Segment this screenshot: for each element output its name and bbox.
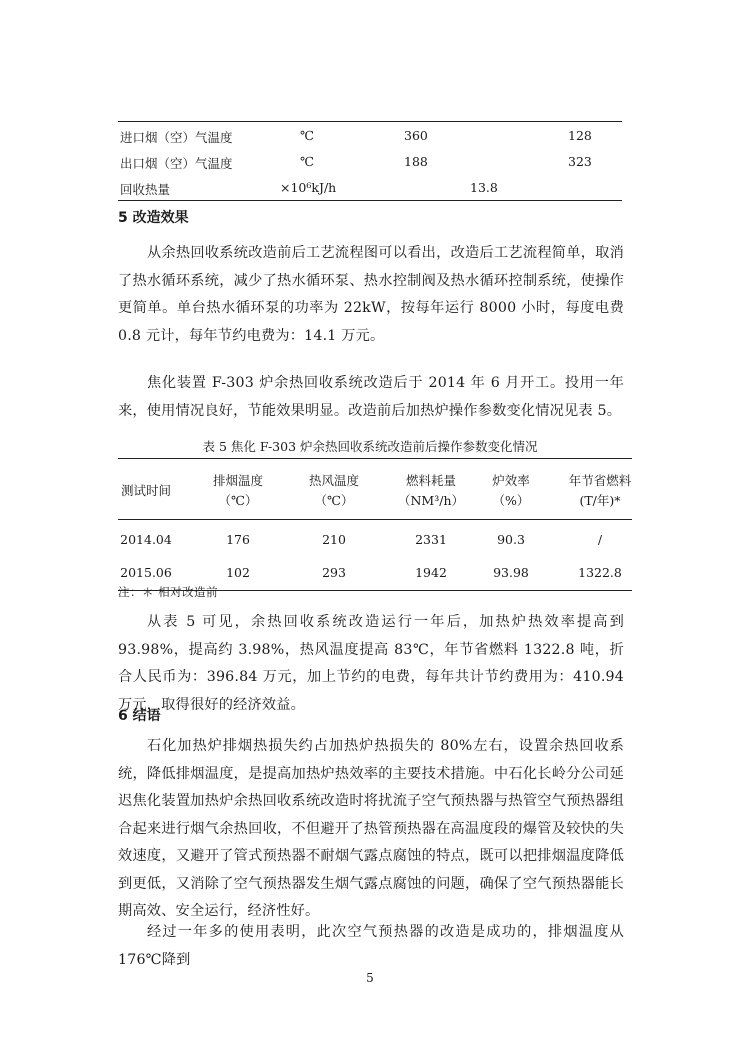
table-header-cell: [286, 471, 382, 511]
table-cell-unit: ℃: [300, 154, 314, 169]
table-cell: 293: [322, 565, 346, 580]
paragraph-text: 经过一年多的使用表明，此次空气预热器的改造是成功的，排烟温度从 176℃降到: [118, 924, 624, 968]
table-note: 注：＊ 相对改造前: [118, 585, 219, 599]
header-line: 热风温度: [308, 473, 359, 488]
body-paragraph: [118, 240, 624, 350]
table-cell-label: 回收热量: [120, 182, 171, 197]
table-row: [118, 174, 622, 200]
paragraph-text: 从表 5 可见，余热回收系统改造运行一年后，加热炉热效率提高到 93.98%，提高约 3.98%，热风温度提高 83℃，年节省燃料 1322.8 吨，折合人民币为：396.84 万元，加上节约的电费，每年共计节约费用为：410.94 万元，取得很好的经济效益。: [118, 614, 624, 713]
body-paragraph: [118, 609, 624, 719]
table-cell-value: 128: [568, 128, 592, 143]
table-cell-value: 360: [404, 128, 428, 143]
table-5: [118, 458, 632, 591]
body-paragraph: [118, 919, 624, 974]
table-cell: 93.98: [493, 565, 529, 580]
table-cell-label: 出口烟（空）气温度: [120, 156, 233, 171]
page-number: 5: [366, 971, 374, 985]
table-header-cell: [463, 471, 559, 511]
paragraph-text: 焦化装置 F-303 炉余热回收系统改造后于 2014 年 6 月开工。投用一年来，使用情况良好，节能效果明显。改造前后加热炉操作参数变化情况见表 5。: [118, 375, 624, 419]
table-header-row: [118, 459, 632, 520]
table-cell: 1942: [415, 565, 447, 580]
section-heading: 6 结语: [118, 708, 161, 724]
header-line: 年节省燃料: [568, 473, 632, 488]
table-header-cell: [552, 471, 648, 511]
table-cell-unit: ×10⁶kJ/h: [280, 180, 337, 195]
table-cell: 102: [226, 565, 250, 580]
table-cell-label: 进口烟（空）气温度: [120, 130, 233, 145]
paragraph-text: 从余热回收系统改造前后工艺流程图可以看出，改造后工艺流程简单，取消了热水循环系统，减少了热水循环泵、热水控制阀及热水循环控制系统，使操作更简单。单台热水循环泵的功率为 22kW，按每年运行 8000 小时，每度电费 0.8 元计，每年节约电费为：14.1 万元。: [118, 245, 624, 344]
table-cell-value: 323: [568, 154, 592, 169]
table-cell: 176: [226, 532, 250, 547]
table-cell: 2331: [415, 532, 447, 547]
table-cell: 2014.04: [120, 532, 172, 547]
table-cell: 210: [322, 532, 346, 547]
header-unit: （℃）: [218, 493, 258, 508]
header-unit: （NM³/h）: [397, 493, 464, 508]
table-cell-unit: ℃: [300, 128, 314, 143]
table-header-cell: 测试时间: [120, 483, 171, 498]
header-unit: （℃）: [314, 493, 354, 508]
section-heading: 5 改造效果: [118, 210, 189, 226]
body-paragraph: [118, 733, 624, 926]
table-row: [118, 148, 622, 174]
header-unit: （%）: [492, 493, 530, 508]
table-cell: /: [597, 532, 603, 547]
table-caption: 表 5 焦化 F-303 炉余热回收系统改造前后操作参数变化情况: [202, 439, 538, 454]
header-line: 燃料耗量: [405, 473, 456, 488]
header-unit: (T/年)*: [579, 493, 621, 508]
paragraph-text: 石化加热炉排烟热损失约占加热炉热损失的 80%左右，设置余热回收系统，降低排烟温度，是提高加热炉热效率的主要技术措施。中石化长岭分公司延迟焦化装置加热炉余热回收系统改造时将扰流子空气预热器与热管空气预热器组合起来进行烟气余热回收，不但避开了热管预热器在高温度段的爆管及较快的失效速度，又避开了管式预热器不耐烟气露点腐蚀的特点，既可以把排烟温度降低到更低，又消除了空气预热器发生烟气露点腐蚀的问题，确保了空气预热器能长期高效、安全运行，经济性好。: [118, 738, 624, 919]
table-fragment: [118, 121, 622, 201]
header-line: 炉效率: [492, 473, 530, 488]
table-cell: 1322.8: [578, 565, 622, 580]
body-paragraph: [118, 370, 624, 425]
table-row: [118, 524, 632, 557]
table-cell-value: 188: [404, 154, 428, 169]
table-row: [118, 122, 622, 148]
table-cell-value: 13.8: [470, 180, 498, 195]
table-header-cell: [190, 471, 286, 511]
table-cell: 90.3: [497, 532, 525, 547]
table-cell: 2015.06: [120, 565, 172, 580]
header-line: 排烟温度: [212, 473, 263, 488]
